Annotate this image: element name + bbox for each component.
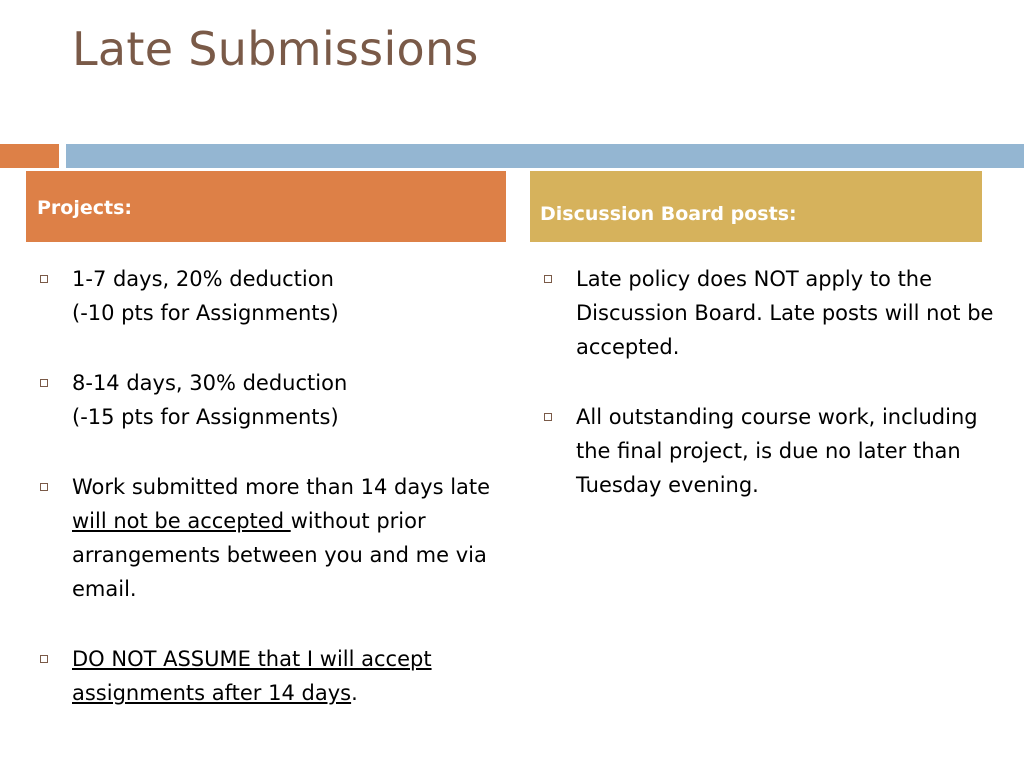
bullet-subtext: (-15 pts for Assignments) [72, 405, 339, 429]
bullet-text: Work submitted more than 14 days late [72, 475, 491, 499]
discussion-board-header: Discussion Board posts: [530, 171, 982, 242]
bullet-subtext: (-10 pts for Assignments) [72, 301, 339, 325]
bullet-emphasis: will not be accepted [72, 509, 291, 533]
bullet-text: without prior arrangements between you and me via email. [72, 509, 487, 601]
bullet-square-icon [544, 413, 552, 421]
list-item [36, 366, 516, 434]
list-item [36, 470, 516, 606]
slide-title: Late Submissions [72, 22, 479, 76]
bullet-square-icon [40, 275, 48, 283]
accent-band-blue [66, 144, 1024, 168]
bullet-square-icon [40, 483, 48, 491]
bullet-square-icon [40, 379, 48, 387]
discussion-board-column [540, 262, 1010, 538]
bullet-text: Late policy does NOT apply to the Discussion Board. Late posts will not be accepted. [576, 267, 994, 359]
bullet-text: 8-14 days, 30% deduction [72, 371, 348, 395]
projects-column [36, 262, 516, 746]
projects-header: Projects: [26, 171, 506, 242]
bullet-text: 1-7 days, 20% deduction [72, 267, 334, 291]
accent-band-orange [0, 144, 59, 168]
bullet-square-icon [40, 655, 48, 663]
bullet-square-icon [544, 275, 552, 283]
list-item [36, 642, 516, 710]
bullet-text: . [351, 681, 358, 705]
list-item [540, 262, 1010, 364]
bullet-text: All outstanding course work, including the final project, is due no later than Tuesday evening. [576, 405, 978, 497]
bullet-emphasis: DO NOT ASSUME that I will accept assignments after 14 days [72, 647, 432, 705]
list-item [540, 400, 1010, 502]
list-item [36, 262, 516, 330]
